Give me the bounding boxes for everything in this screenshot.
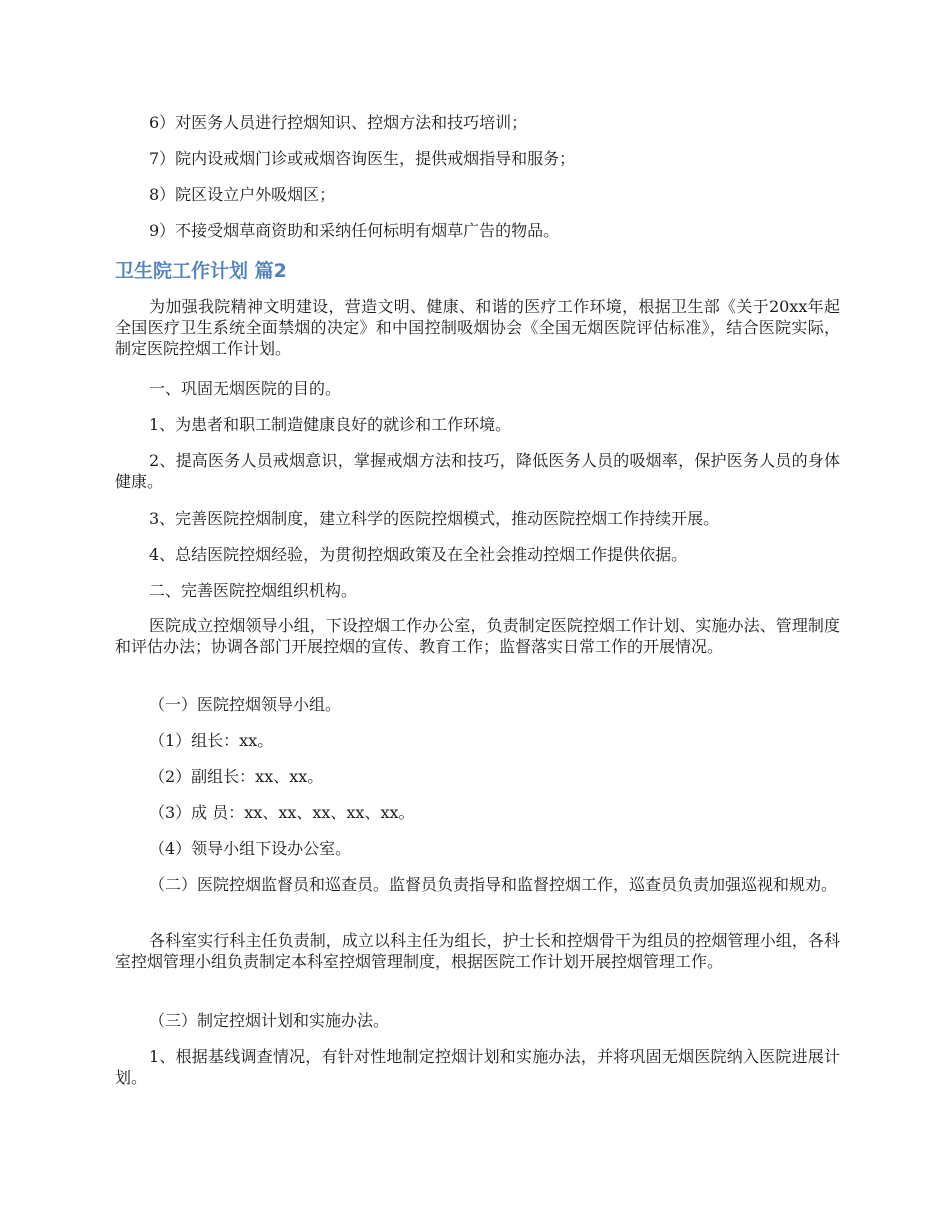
paragraph-sub-2: （二）医院控烟监督员和巡查员。监督员负责指导和监督控烟工作，巡查员负责加强巡视和规劝。: [149, 875, 838, 894]
paragraph-intro: 为加强我院精神文明建设，营造文明、健康、和谐的医疗工作环境，根据卫生部《关于20xx年起全国医疗卫生系统全面禁烟的决定》和中国控制吸烟协会《全国无烟医院评估标准》，结合医院实际，制定医院控烟工作计划。: [115, 297, 840, 358]
paragraph-leader: （1）组长：xx。: [149, 731, 274, 750]
paragraph-organization: 医院成立控烟领导小组，下设控烟工作办公室，负责制定医院控烟工作计划、实施办法、管理制度和评估办法；协调各部门开展控烟的宣传、教育工作；监督落实日常工作的开展情况。: [115, 616, 840, 656]
section-heading: 卫生院工作计划 篇2: [115, 260, 287, 282]
paragraph-purpose-2: 2、提高医务人员戒烟意识，掌握戒烟方法和技巧，降低医务人员的吸烟率，保护医务人员的身体健康。: [115, 451, 840, 491]
paragraph-sub-1: （一）医院控烟领导小组。: [149, 695, 342, 714]
paragraph-purpose-4: 4、总结医院控烟经验，为贯彻控烟政策及在全社会推动控烟工作提供依据。: [149, 545, 688, 564]
paragraph-item-8: 8）院区设立户外吸烟区；: [149, 185, 336, 204]
paragraph-section-1: 一、巩固无烟医院的目的。: [149, 379, 342, 398]
paragraph-purpose-3: 3、完善医院控烟制度，建立科学的医院控烟模式，推动医院控烟工作持续开展。: [149, 509, 720, 528]
paragraph-sub-3: （三）制定控烟计划和实施办法。: [149, 1011, 390, 1030]
paragraph-item-7: 7）院内设戒烟门诊或戒烟咨询医生，提供戒烟指导和服务；: [149, 149, 576, 168]
paragraph-section-2: 二、完善医院控烟组织机构。: [149, 581, 358, 600]
paragraph-plan-1: 1、根据基线调查情况，有针对性地制定控烟计划和实施办法，并将巩固无烟医院纳入医院进展计划。: [115, 1047, 840, 1087]
paragraph-item-9: 9）不接受烟草商资助和采纳任何标明有烟草广告的物品。: [149, 221, 560, 240]
paragraph-purpose-1: 1、为患者和职工制造健康良好的就诊和工作环境。: [149, 415, 512, 434]
paragraph-office: （4）领导小组下设办公室。: [149, 839, 352, 858]
paragraph-item-6: 6）对医务人员进行控烟知识、控烟方法和技巧培训；: [149, 113, 528, 132]
paragraph-departments: 各科室实行科主任负责制，成立以科主任为组长，护士长和控烟骨干为组员的控烟管理小组，各科室控烟管理小组负责制定本科室控烟管理制度，根据医院工作计划开展控烟管理工作。: [115, 931, 840, 971]
paragraph-members: （3）成 员：xx、xx、xx、xx、xx。: [149, 803, 415, 822]
paragraph-deputy: （2）副组长：xx、xx。: [149, 767, 324, 786]
